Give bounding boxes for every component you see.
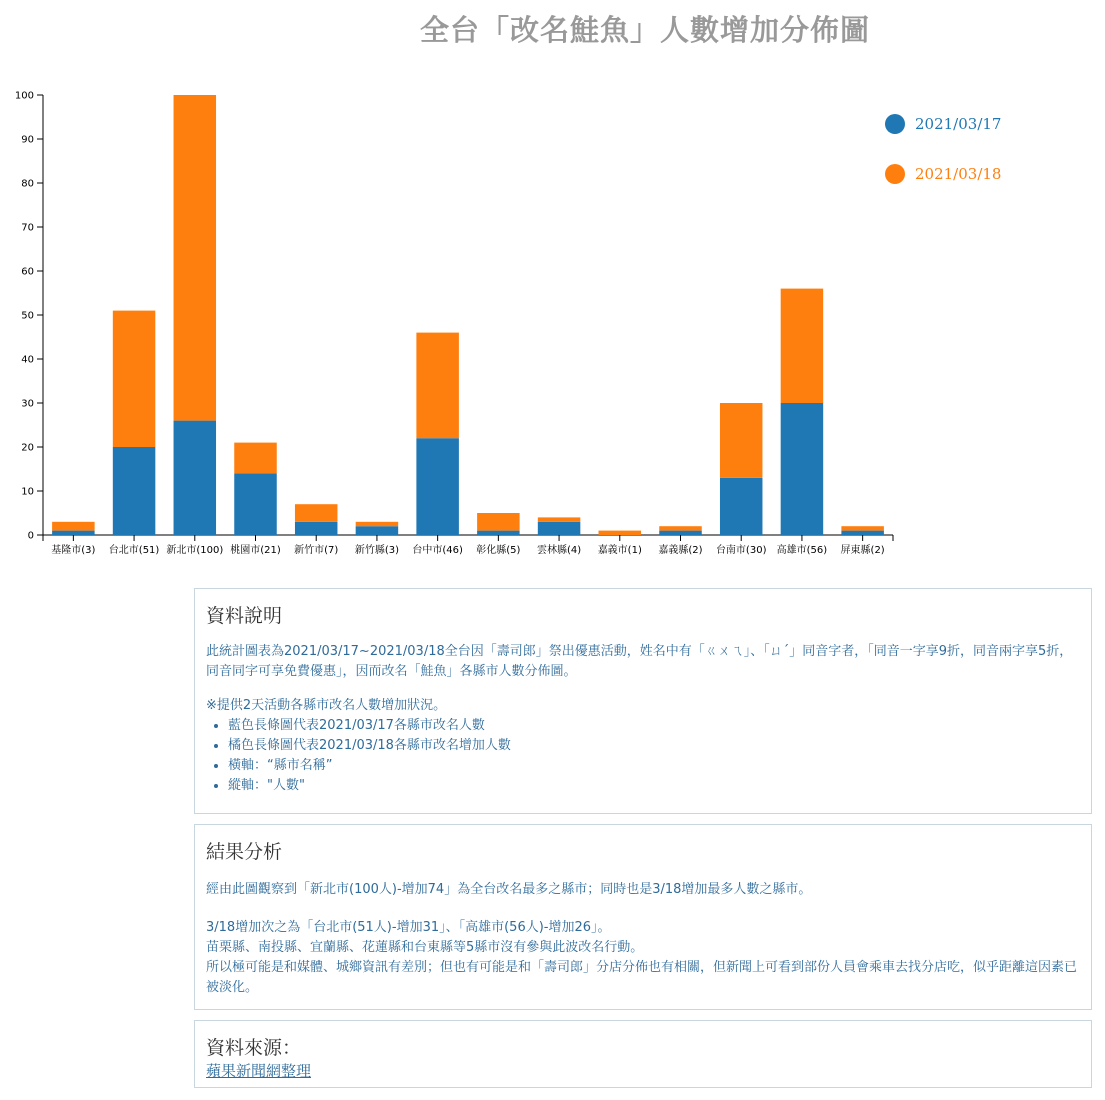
analysis-line-4: 所以極可能是和媒體、城鄉資訊有差別；但也有可能是和「壽司郎」分店分佈也有相關，但新聞上可看到部份人員會乘車去找分店吃，似乎距離這因素已被淡化。	[206, 960, 1078, 995]
bar-0317	[659, 531, 702, 535]
legend-dot-orange-icon	[885, 164, 905, 184]
bar-0317	[295, 522, 338, 535]
bar-0317	[234, 473, 277, 535]
bar-0318	[599, 531, 642, 535]
bar-0318	[234, 443, 277, 474]
x-tick-label: 嘉義縣(2)	[658, 545, 703, 556]
y-tick-label: 10	[21, 486, 34, 498]
bar-0318	[538, 517, 581, 521]
source-heading: 資料來源：	[206, 1037, 302, 1059]
bar-0317	[174, 421, 217, 535]
analysis-panel	[194, 824, 1092, 1010]
description-panel	[194, 588, 1092, 814]
bar-0318	[52, 522, 95, 531]
y-tick-label: 70	[21, 222, 34, 234]
bar-0317	[538, 522, 581, 535]
bar-0317	[720, 478, 763, 535]
stacked-bar-chart	[0, 80, 900, 560]
bar-0317	[52, 531, 95, 535]
y-tick-label: 60	[21, 266, 34, 278]
bar-0317	[113, 447, 156, 535]
legend-dot-blue-icon	[885, 114, 905, 134]
y-tick-label: 80	[21, 178, 34, 190]
x-tick-label: 台中市(46)	[412, 545, 463, 556]
analysis-line-2: 3/18增加次之為「台北市(51人)-增加31」、「高雄市(56人)-增加26」。	[206, 920, 611, 935]
bar-0317	[477, 531, 520, 535]
x-tick-label: 雲林縣(4)	[536, 545, 582, 556]
bar-0318	[174, 95, 217, 421]
bar-0318	[659, 526, 702, 530]
x-tick-label: 新北市(100)	[166, 545, 224, 556]
list-item: • 藍色長條圖代表2021/03/17各縣市改名人數	[228, 716, 1081, 736]
bar-0318	[113, 311, 156, 447]
x-tick-label: 嘉義市(1)	[597, 545, 642, 556]
list-item: • 橫軸：“縣市名稱”	[228, 756, 1081, 776]
x-tick-label: 台南市(30)	[715, 545, 767, 556]
bar-0318	[720, 403, 763, 478]
y-tick-label: 50	[21, 310, 34, 322]
description-note: ※提供2天活動各縣市改名人數增加狀況。	[206, 698, 447, 713]
source-panel	[194, 1020, 1092, 1088]
legend-label-0317: 2021/03/17	[915, 115, 1002, 133]
x-tick-label: 彰化縣(5)	[476, 545, 521, 556]
analysis-line-1: 經由此圖觀察到「新北市(100人)-增加74」為全台改名最多之縣市；同時也是3/18增加最多人數之縣市。	[206, 882, 812, 897]
bar-0317	[781, 403, 824, 535]
x-tick-label: 新竹縣(3)	[354, 545, 400, 556]
y-tick-label: 30	[21, 398, 34, 410]
bar-0318	[841, 526, 884, 530]
bar-0317	[841, 531, 884, 535]
description-bullet-list	[206, 716, 1081, 796]
analysis-heading: 結果分析	[206, 841, 283, 863]
x-tick-label: 桃園市(21)	[230, 545, 281, 556]
bar-0318	[416, 333, 459, 439]
analysis-line-3: 苗栗縣、南投縣、宜蘭縣、花蓮縣和台東縣等5縣市沒有參與此波改名行動。	[206, 940, 644, 955]
bar-0317	[356, 526, 399, 535]
y-tick-label: 100	[14, 90, 34, 102]
x-tick-label: 台北市(51)	[108, 545, 160, 556]
bar-0318	[477, 513, 520, 531]
legend-item-0318	[885, 164, 1001, 184]
description-heading: 資料說明	[206, 605, 283, 627]
x-tick-label: 高雄市(56)	[776, 545, 828, 556]
y-tick-label: 20	[21, 442, 34, 454]
description-paragraph: 此統計圖表為2021/03/17~2021/03/18全台因「壽司郎」祭出優惠活動，姓名中有「ㄍㄨㄟ」、「ㄩˊ」同音字者，「同音一字享9折，同音兩字享5折，同音同字可享免費優惠」，因而改名「鮭魚」各縣市人數分佈圖。	[206, 644, 1073, 679]
bar-0318	[356, 522, 399, 526]
bar-0317	[416, 438, 459, 535]
chart-title: 全台「改名鮭魚」人數增加分佈圖	[419, 13, 870, 47]
list-item: • 橘色長條圖代表2021/03/18各縣市改名增加人數	[228, 736, 1081, 756]
x-tick-label: 屏東縣(2)	[840, 545, 885, 556]
x-tick-label: 基隆市(3)	[51, 545, 96, 556]
y-tick-label: 40	[21, 354, 34, 366]
bar-0318	[295, 504, 338, 522]
bar-0318	[781, 289, 824, 403]
source-link[interactable]: 蘋果新聞網整理	[206, 1062, 312, 1080]
legend-item-0317	[885, 114, 1001, 134]
y-tick-label: 90	[21, 134, 34, 146]
list-item: • 縱軸："人數"	[228, 776, 1081, 796]
legend-label-0318: 2021/03/18	[915, 165, 1002, 183]
y-tick-label: 0	[27, 530, 34, 542]
x-tick-label: 新竹市(7)	[294, 545, 339, 556]
